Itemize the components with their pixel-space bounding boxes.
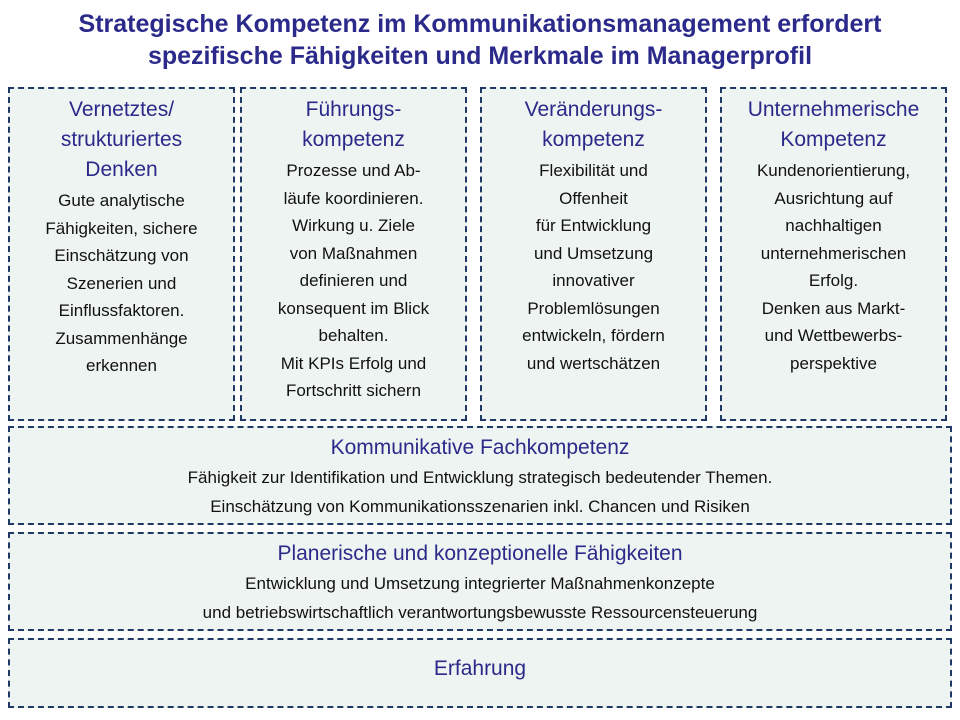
body-line: Wirkung u. Ziele (292, 216, 415, 235)
body-line: Gute analytische (58, 191, 185, 210)
competence-box-entrepreneurial (720, 87, 947, 421)
body-line: Problemlösungen (527, 298, 660, 318)
competence-heading: Planerische und konzeptionelle Fähigkeiten (277, 542, 683, 565)
competence-description (10, 187, 233, 380)
body-line: Mit KPIs Erfolg und (280, 353, 427, 373)
body-line: perspektive (790, 353, 877, 373)
body-line: Entwicklung und Umsetzung integrierter Maßnahmenkonzepte (245, 574, 715, 593)
competence-heading: Kommunikative Fachkompetenz (330, 436, 630, 459)
body-line: Einschätzung von (54, 246, 189, 265)
title-line-2: spezifische Fähigkeiten und Merkmale im Managerprofil (147, 42, 813, 70)
competence-description (10, 463, 950, 521)
heading-line: Veränderungs- (524, 98, 663, 121)
body-line: konsequent im Blick (277, 298, 430, 318)
heading-line: Führungs- (305, 98, 402, 121)
competence-heading (10, 95, 233, 185)
heading-line: Unternehmerische (747, 98, 920, 121)
body-line: Zusammenhänge (55, 328, 188, 348)
body-line: Kundenorientierung, (756, 161, 911, 180)
competence-box-communicative-expertise (8, 426, 952, 525)
body-line: und Umsetzung (533, 243, 654, 263)
competence-description (482, 157, 705, 377)
body-line: Fähigkeit zur Identifikation und Entwicklung strategisch bedeutender Themen. (187, 468, 773, 487)
body-line: von Maßnahmen (289, 243, 418, 263)
body-line: Ausrichtung auf (774, 188, 893, 208)
body-line: und wertschätzen (526, 353, 661, 373)
body-line: und betriebswirtschaftlich verantwortungsbewusste Ressourcensteuerung (202, 603, 758, 622)
competence-description (722, 157, 945, 377)
heading-line: strukturiertes (60, 128, 183, 151)
body-line: Einschätzung von Kommunikationsszenarien inkl. Chancen und Risiken (210, 497, 750, 516)
competence-description (242, 157, 465, 405)
body-line: Szenerien und (66, 273, 177, 293)
body-line: Offenheit (559, 188, 628, 208)
competence-heading (242, 95, 465, 155)
body-line: für Entwicklung (535, 216, 652, 235)
body-line: innovativer (552, 271, 635, 290)
heading-line: Denken (85, 158, 158, 181)
body-line: nachhaltigen (785, 216, 882, 235)
competence-description (10, 569, 950, 627)
title-line-1: Strategische Kompetenz im Kommunikationsmanagement erfordert (78, 10, 882, 38)
heading-line: kompetenz (302, 128, 405, 151)
body-line: Fortschritt sichern (285, 381, 422, 400)
body-line: Denken aus Markt- (761, 298, 906, 318)
heading-line: Kompetenz (780, 128, 887, 151)
diagram-title (0, 8, 960, 72)
body-line: definieren und (299, 271, 408, 290)
competence-box-experience (8, 638, 952, 708)
competence-heading (722, 95, 945, 155)
body-line: und Wettbewerbs- (764, 326, 903, 345)
body-line: läufe koordinieren. (283, 188, 424, 208)
body-line: Fähigkeiten, sichere (45, 218, 198, 238)
body-line: Erfolg. (808, 271, 859, 290)
body-line: behalten. (318, 326, 389, 345)
body-line: entwickeln, fördern (522, 326, 665, 345)
competence-box-planning-conceptual (8, 532, 952, 631)
heading-line: kompetenz (542, 128, 645, 151)
competence-heading (482, 95, 705, 155)
competence-box-change (480, 87, 707, 421)
competence-heading: Erfahrung (433, 657, 527, 680)
competence-box-networked-thinking (8, 87, 235, 421)
body-line: erkennen (86, 356, 157, 375)
body-line: unternehmerischen (760, 243, 907, 263)
body-line: Einflussfaktoren. (58, 301, 185, 320)
body-line: Prozesse und Ab- (286, 161, 421, 180)
body-line: Flexibilität und (539, 161, 648, 180)
heading-line: Vernetztes/ (68, 98, 175, 121)
competence-box-leadership (240, 87, 467, 421)
